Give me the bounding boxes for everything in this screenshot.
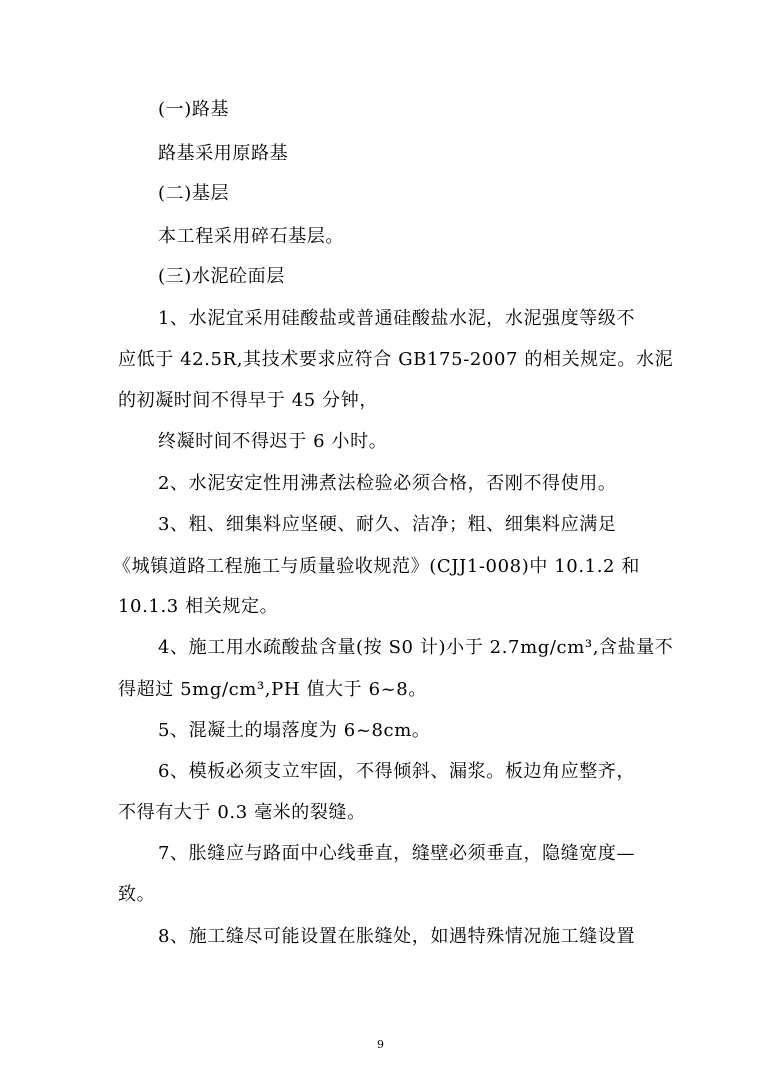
heading-base-course: (二)基层 <box>158 183 230 204</box>
paragraph-line: 致。 <box>118 884 156 905</box>
paragraph-line: 8、施工缝尽可能设置在胀缝处，如遇特殊情况施工缝设置 <box>158 926 636 947</box>
paragraph-line: 5、混凝土的塌落度为 6~8cm。 <box>158 720 431 741</box>
page-number: 9 <box>377 1038 384 1051</box>
paragraph-line: 6、模板必须支立牢固，不得倾斜、漏浆。板边角应整齐， <box>158 761 636 782</box>
paragraph-line: 路基采用原路基 <box>158 143 289 164</box>
paragraph-line: 《城镇道路工程施工与质量验收规范》(CJJ1-008)中 10.1.2 和 <box>113 556 641 577</box>
heading-cement-concrete-surface: (三)水泥砼面层 <box>158 266 285 287</box>
paragraph-line: 2、水泥安定性用沸煮法检验必须合格，否刚不得使用。 <box>158 473 617 494</box>
paragraph-line: 应低于 42.5R,其技术要求应符合 GB175-2007 的相关规定。水泥 <box>118 349 674 370</box>
paragraph-line: 终凝时间不得迟于 6 小时。 <box>158 431 388 452</box>
paragraph-line: 4、施工用水疏酸盐含量(按 S0 计)小于 2.7mg/cm³,含盐量不 <box>158 637 674 658</box>
paragraph-line: 的初凝时间不得早于 45 分钟， <box>118 390 378 411</box>
paragraph-line: 1、水泥宜采用硅酸盐或普通硅酸盐水泥，水泥强度等级不 <box>158 308 636 329</box>
paragraph-line: 10.1.3 相关规定。 <box>118 596 279 617</box>
heading-subgrade: (一)路基 <box>158 99 230 120</box>
paragraph-line: 3、粗、细集料应坚硬、耐久、洁净；粗、细集料应满足 <box>158 514 617 535</box>
paragraph-line: 得超过 5mg/cm³,PH 值大于 6~8。 <box>118 679 427 700</box>
paragraph-line: 不得有大于 0.3 毫米的裂缝。 <box>118 802 366 823</box>
paragraph-line: 本工程采用碎石基层。 <box>158 226 344 247</box>
paragraph-line: 7、胀缝应与路面中心线垂直，缝壁必须垂直，隐缝宽度— <box>158 843 636 864</box>
